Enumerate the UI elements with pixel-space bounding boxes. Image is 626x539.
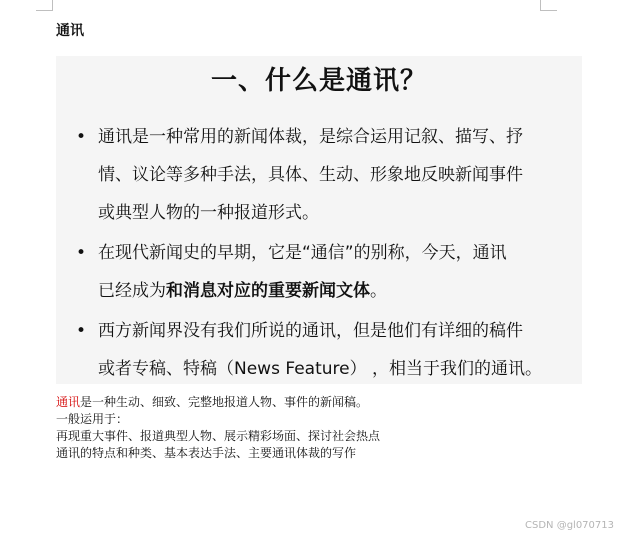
bullet-line: 在现代新闻史的早期，它是“通信”的别称，今天，通讯 — [98, 243, 507, 263]
bullet-text — [98, 234, 566, 310]
bullet-line: 情、议论等多种手法，具体、生动、形象地反映新闻事件 — [98, 165, 523, 185]
document-heading: 通讯 — [56, 23, 84, 39]
notes-highlight: 通讯 — [56, 395, 81, 409]
notes-line: 通讯的特点和种类、基本表达手法、主要通讯体裁的写作 — [56, 446, 357, 460]
bullet-dot: • — [76, 243, 87, 263]
notes-line — [56, 394, 380, 411]
bullet-dot: • — [76, 321, 87, 341]
bullet-line: 西方新闻界没有我们所说的通讯，但是他们有详细的稿件 — [98, 321, 523, 341]
bullet-bold-phrase: 和消息对应的重要新闻文体 — [166, 281, 370, 301]
bullet-item — [76, 312, 566, 388]
page-corner-mark-right — [540, 0, 557, 11]
bullet-line: 或典型人物的一种报道形式。 — [98, 203, 319, 223]
bullet-line-prefix: 已经成为 — [98, 281, 166, 301]
bullet-text — [98, 118, 566, 232]
slide-image — [56, 56, 582, 384]
bullet-line — [98, 272, 566, 310]
watermark: CSDN @gl070713 — [525, 520, 614, 531]
notes-line: 再现重大事件、报道典型人物、展示精彩场面、探讨社会热点 — [56, 429, 381, 443]
notes-text: 是一种生动、细致、完整地报道人物、事件的新闻稿。 — [80, 395, 369, 409]
bullet-item — [76, 118, 566, 232]
bullet-item — [76, 234, 566, 310]
bullet-text — [98, 312, 566, 388]
notes-paragraph — [56, 394, 380, 462]
bullet-dot: • — [76, 127, 87, 147]
page-corner-mark-left — [36, 0, 53, 11]
notes-line: 一般运用于： — [56, 412, 129, 426]
bullet-line: 或者专稿、特稿（News Feature） ，相当于我们的通讯。 — [98, 359, 542, 379]
bullet-line-suffix: 。 — [370, 281, 387, 301]
bullet-line: 通讯是一种常用的新闻体裁，是综合运用记叙、描写、抒 — [98, 127, 523, 147]
slide-title: 一、什么是通讯？ — [210, 66, 427, 96]
